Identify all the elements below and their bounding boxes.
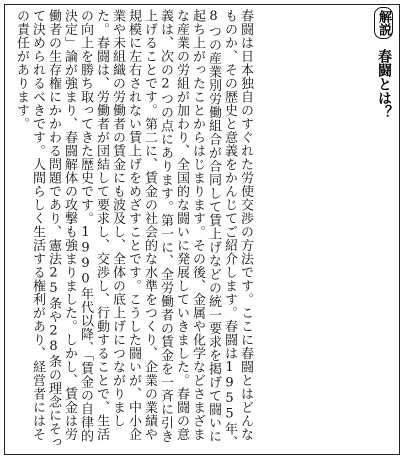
- article-body: [13, 9, 363, 449]
- paragraph: 春闘の意義は、次の2つの点にあります。第一に、全労働者の賃金を一斉に引き上げることです。: [142, 9, 189, 443]
- paragraph: 春闘は、労働者が団結して要求し、交渉し、行動することで、生活の向上を勝ち取ってきた歴史です。: [78, 9, 109, 441]
- paragraph: しかし、賃金は労働者の生存権にかかわる問題であり、憲法25条や28条の理念にそって決められるべきです。: [30, 9, 77, 449]
- paragraph: 第二に、賃金の社会的な水準をつくり、企業の業績や規模に左右されない賃上げをめざすことです。: [126, 9, 157, 441]
- paragraph: 春闘は1955年、8つの産業別労働組合が合同して賃上げなどの統一要求を掲げて闘いに起ち上がったことからはじまります。: [190, 9, 237, 449]
- paragraph: 1990年代以降、「賃金の自律的決定」論が強まり、春闘解体の攻撃も強まりました。: [62, 9, 93, 443]
- paragraph: 春闘は日本独自のすぐれた労使交渉の方法です。ここに春闘とはどんなものか、その歴史と意義をかんじてご紹介します。: [222, 9, 253, 441]
- paragraph: 人間らしく生活する権利があり、経営者にはその責任があります。: [14, 9, 45, 441]
- body-text: [13, 9, 253, 449]
- article-frame: [4, 4, 400, 455]
- paragraph: その後、金属や化学などさまざまな産業の労組が加わり、全国的な闘いに発展していきました。: [174, 9, 205, 441]
- article-label: 解説: [374, 7, 393, 39]
- paragraph: こうした闘いが、中小企業や未組織の労働者の賃金にも波及し、全体の底上げにつながりました。: [94, 9, 141, 441]
- article-headline: 春闘とは？: [376, 49, 392, 119]
